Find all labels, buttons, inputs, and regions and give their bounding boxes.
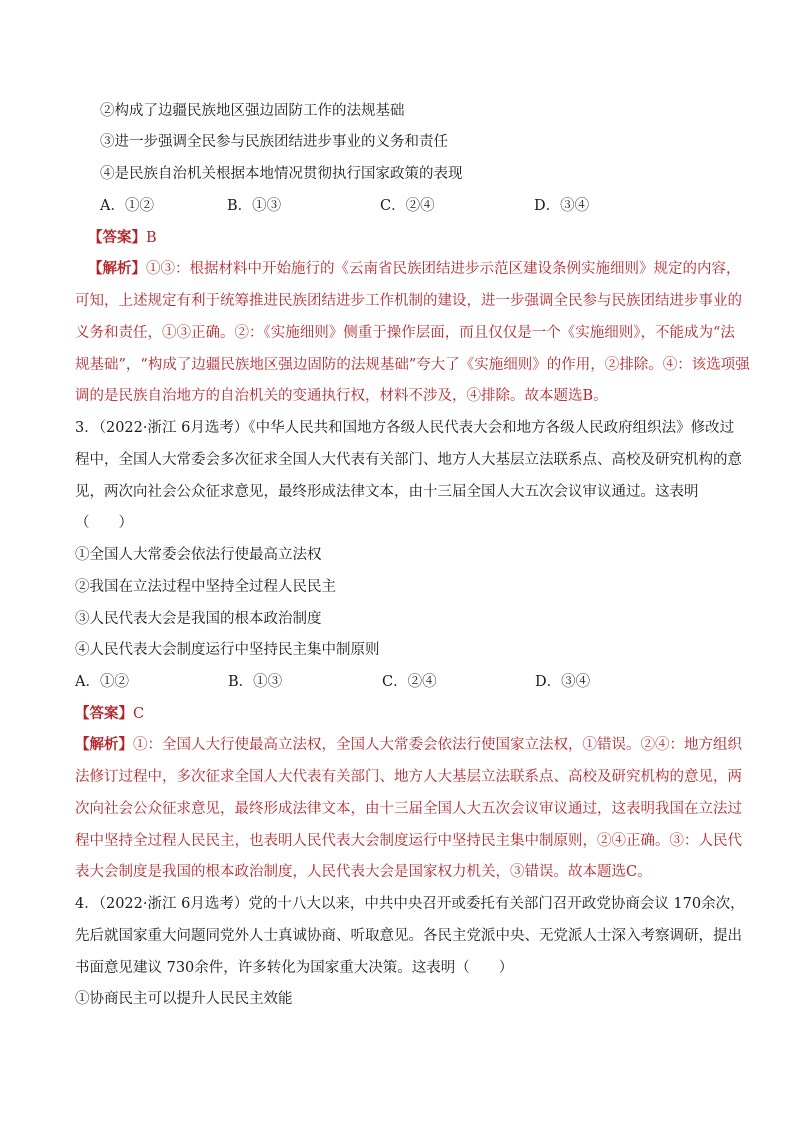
q2-answer-tag: 【答案】 [88,229,146,246]
q3-options [0,672,794,692]
q3-statement-4: ④人民代表大会制度运行中坚持民主集中制原则 [75,642,380,658]
q4-stem-line-3: 书面意见建议 730余件，许多转化为国家重大决策。这表明（ ） [75,960,514,976]
q2-option-d: D．③④ [534,198,590,214]
q4-statement-1: ①协商民主可以提升人民民主效能 [75,991,293,1007]
q4-stem-line-2: 先后就国家重大问题同党外人士真诚协商、听取意见。各民主党派中央、无党派人士深入考察调研，提出 [75,928,742,944]
q3-option-c: C．②④ [382,674,437,690]
q3-analysis-line-1 [75,735,742,755]
q3-analysis-line-2: 法修订过程中，多次征求全国人大代表有关部门、地方人大基层立法联系点、高校及研究机构的意见，两 [75,769,742,785]
q3-stem-line-1: 3．（2022·浙江 6月选考）《中华人民共和国地方各级人民代表大会和地方各级人民政府组织法》修改过 [75,420,735,436]
q2-answer-value: B [146,230,157,246]
q2-analysis-text-1: ①③：根据材料中开始施行的《云南省民族团结进步示范区建设条例实施细则》规定的内容， [146,261,741,277]
q2-options [0,196,794,216]
q2-option-b: B．①③ [227,198,282,214]
q2-answer [88,228,157,248]
q3-stem-blank: （ ） [75,515,133,531]
q3-option-a: A．①② [75,674,129,690]
q3-statement-2: ②我国在立法过程中坚持全过程人民民主 [75,579,336,595]
q3-analysis-line-5: 表大会制度是我国的根本政治制度，人民代表大会是国家权力机关，③错误。故本题选C。 [75,864,652,880]
q2-analysis-tag: 【解析】 [88,260,146,277]
q2-statement-2: ②构成了边疆民族地区强边固防工作的法规基础 [100,103,405,119]
q3-analysis-line-3: 次向社会公众征求意见，最终形成法律文本，由十三届全国人大五次会议审议通过，这表明我国在立法过 [75,801,742,817]
q3-stem-line-2: 程中，全国人大常委会多次征求全国人大代表有关部门、地方人大基层立法联系点、高校及研究机构的意 [75,452,742,468]
q2-statement-3: ③进一步强调全民参与民族团结进步事业的义务和责任 [100,134,448,150]
q3-stem-line-3: 见，两次向社会公众征求意见，最终形成法律文本，由十三届全国人大五次会议审议通过。这表明 [75,484,699,500]
q3-statement-3: ③人民代表大会是我国的根本政治制度 [75,611,322,627]
q4-stem-line-1: 4．（2022·浙江 6月选考）党的十八大以来，中共中央召开或委托有关部门召开政党协商会议 170余次， [75,896,745,912]
q3-analysis-text-1: ①：全国人大行使最高立法权，全国人大常委会依法行使国家立法权，①错误。②④：地方组织 [133,737,742,753]
q2-analysis-line-2: 可知，上述规定有利于统筹推进民族团结进步工作机制的建设，进一步强调全民参与民族团结进步事业的 [75,293,742,309]
q2-option-c: C．②④ [380,198,435,214]
q3-statement-1: ①全国人大常委会依法行使最高立法权 [75,547,322,563]
q3-analysis-line-4: 程中坚持全过程人民民主，也表明人民代表大会制度运行中坚持民主集中制原则，②④正确。③：人民代 [75,833,742,849]
q2-analysis-line-5: 调的是民族自治地方的自治机关的变通执行权，材料不涉及，④排除。故本题选B。 [75,388,608,404]
q2-analysis-line-3: 义务和责任，①③正确。②：《实施细则》侧重于操作层面，而且仅仅是一个《实施细则》，不能成为“法 [75,325,735,341]
q3-answer [75,704,144,724]
q3-answer-value: C [133,706,145,722]
q2-statement-4: ④是民族自治机关根据本地情况贯彻执行国家政策的表现 [100,166,463,182]
q2-analysis-line-1 [88,259,741,279]
q2-analysis-line-4: 规基础”，“构成了边疆民族地区强边固防的法规基础”夸大了《实施细则》的作用，②排除。④：该选项强 [75,357,750,373]
q3-answer-tag: 【答案】 [75,705,133,722]
q3-option-d: D．③④ [535,674,591,690]
q2-option-a: A．①② [100,198,154,214]
q3-option-b: B．①③ [228,674,283,690]
q3-analysis-tag: 【解析】 [75,736,133,753]
